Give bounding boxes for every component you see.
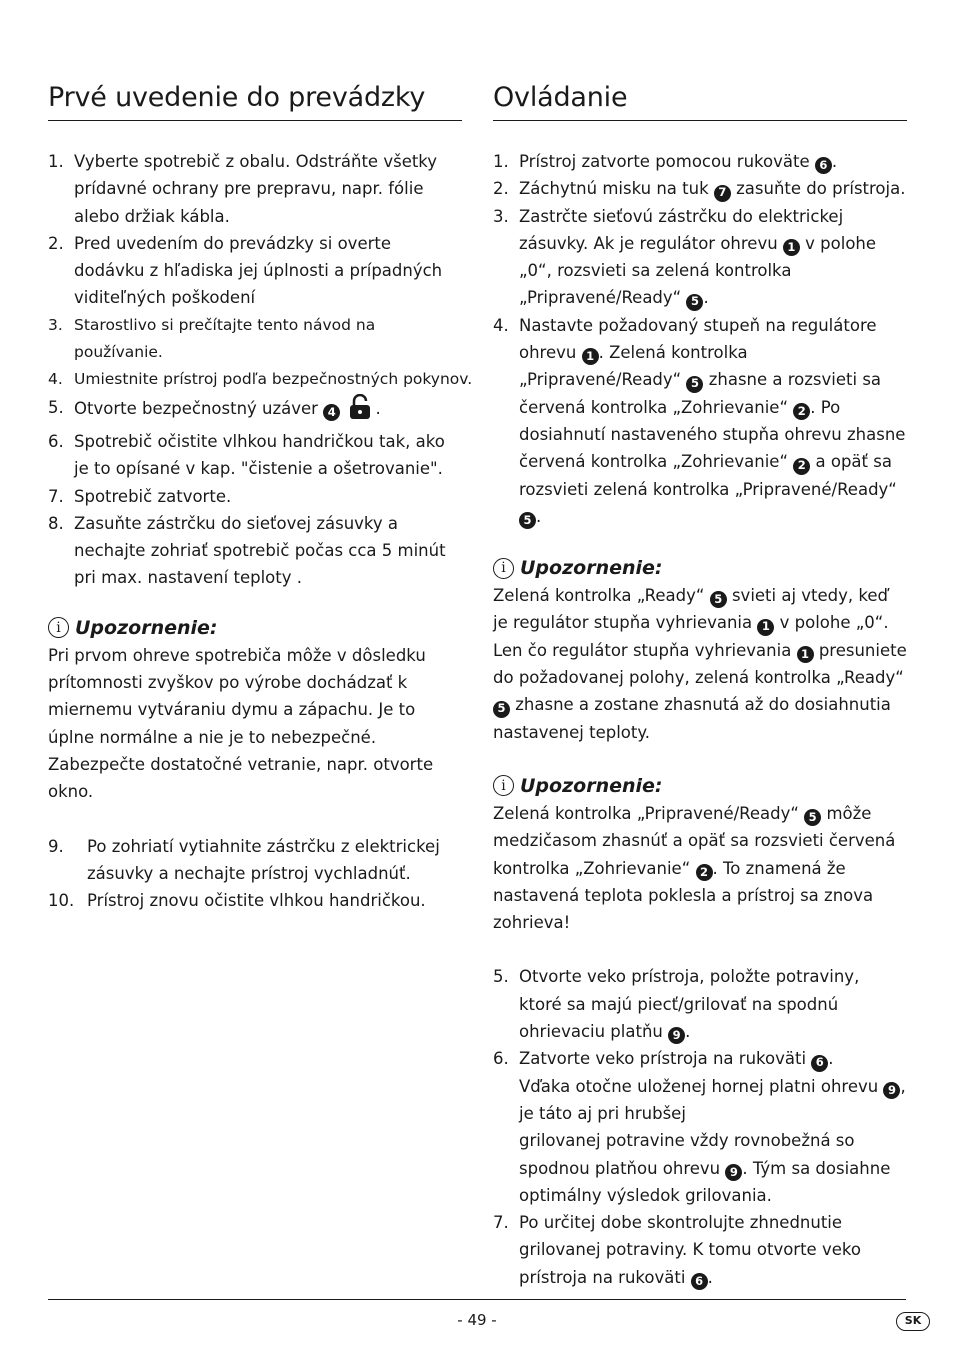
ref-number: 9 xyxy=(725,1164,742,1181)
section-title-operation: Ovládanie xyxy=(493,78,907,121)
list-item: 5. Otvorte veko prístroja, položte potraviny, ktoré sa majú piecť/grilovať na spodnú ohrievaciu platňu 9 . xyxy=(493,963,907,1045)
list-item: 1. Vyberte spotrebič z obalu. Odstráňte všetky prídavné ochrany pre prepravu, napr. fólie alebo držiak kábla. xyxy=(48,152,438,226)
info-icon: i xyxy=(493,558,514,579)
list-item: 3. Starostlivo si prečítajte tento návod na používanie. xyxy=(48,315,376,362)
list-item: 7. Po určitej dobe skontrolujte zhnednutie grilovanej potraviny. K tomu otvorte veko prístroja na rukoväti 6 . xyxy=(493,1209,907,1291)
ref-number: 6 xyxy=(815,157,832,174)
ref-number: 2 xyxy=(793,458,810,475)
footer-divider xyxy=(48,1299,906,1300)
list-item: 6. Spotrebič očistite vlhkou handričkou tak, ako je to opísané v kap. "čistenie a ošetrovanie". xyxy=(48,431,445,479)
list-item: 9. Po zohriatí vytiahnite zástrčku z elektrickej zásuvky a nechajte prístroj vychladnúť. xyxy=(48,836,440,883)
note-text: Zelená kontrolka „Ready“ 5 svieti aj vtedy, keď je regulátor stupňa vyhrievania 1 v polohe „0“. Len čo regulátor stupňa vyhrievania 1 presuniete do požadovanej polohy, zelená kontrolka „Ready“ 5 zhasne a zostane zhasnutá až do dosiahnutia nastavenej teploty. xyxy=(493,586,907,742)
ref-number: 6 xyxy=(811,1055,828,1072)
ref-number: 1 xyxy=(582,348,599,365)
info-icon: i xyxy=(48,617,69,638)
left-column xyxy=(48,78,473,914)
ref-number: 5 xyxy=(493,701,510,718)
ref-number: 4 xyxy=(323,404,340,421)
list-item: 5. Otvorte bezpečnostný uzáver 4 . xyxy=(48,394,462,428)
note-box xyxy=(48,614,462,806)
ref-number: 1 xyxy=(757,619,774,636)
list-item: 2. Záchytnú misku na tuk 7 zasuňte do prístroja. xyxy=(493,175,907,202)
list-item: 3. Zastrčte sieťovú zástrčku do elektrickej zásuvky. Ak je regulátor ohrevu 1 v polohe „0“, rozsvieti sa zelená kontrolka „Pripravené/Ready“ 5 . xyxy=(493,203,907,312)
list-item: 4. Nastavte požadovaný stupeň na regulátore ohrevu 1 . Zelená kontrolka „Pripravené/Ready“ 5 zhasne a rozsvieti sa červená kontrolka „Zohrievanie“ 2 . Po dosiahnutí nastaveného stupňa ohrevu zhasne červená kontrolka „Zohrievanie“ 2 a opäť sa rozsvieti zelená kontrolka „Pripravené/Ready“ 5 . xyxy=(493,312,907,530)
right-column xyxy=(493,78,907,1291)
ref-number: 1 xyxy=(783,239,800,256)
note-title: i Upozornenie: xyxy=(493,554,907,582)
operation-steps-continued xyxy=(493,963,907,1291)
ref-number: 5 xyxy=(686,376,703,393)
page-number: - 49 - xyxy=(457,1311,497,1329)
ref-number: 5 xyxy=(519,512,536,529)
ref-number: 9 xyxy=(883,1082,900,1099)
note-text: Pri prvom ohreve spotrebiča môže v dôsledku prítomnosti zvyškov po výrobe dochádzať k miernemu vytváraniu dymu a zápachu. Je to úplne normálne a nie je to nebezpečné. Zabezpečte dostatočné vetranie, napr. otvorte okno. xyxy=(48,645,434,802)
info-icon: i xyxy=(493,775,514,796)
list-item: 6. Zatvorte veko prístroja na rukoväti 6 . Vďaka otočne uloženej hornej platni ohrevu 9 , je táto aj pri hrubšej grilovanej potravine vždy rovnobežná so spodnou platňou ohrevu 9 . Tým sa dosiahne optimálny výsledok grilovania. xyxy=(493,1049,906,1205)
first-use-steps xyxy=(48,148,473,592)
ref-number: 5 xyxy=(804,809,821,826)
section-title-first-use: Prvé uvedenie do prevádzky xyxy=(48,78,462,121)
ref-number: 1 xyxy=(797,646,814,663)
ref-number: 7 xyxy=(714,185,731,202)
first-use-steps-continued xyxy=(48,833,462,915)
language-badge: SK xyxy=(896,1312,930,1331)
list-item: 4. Umiestnite prístroj podľa bezpečnostných pokynov. xyxy=(48,370,473,389)
ref-number: 6 xyxy=(691,1273,708,1290)
unlock-icon xyxy=(347,394,373,428)
note-box xyxy=(493,772,907,936)
ref-number: 5 xyxy=(710,591,727,608)
ref-number: 2 xyxy=(793,403,810,420)
list-item: 7. Spotrebič zatvorte. xyxy=(48,486,232,506)
list-item: 1. Prístroj zatvorte pomocou rukoväte 6 . xyxy=(493,148,907,175)
note-box xyxy=(493,554,907,746)
list-item: 10. Prístroj znovu očistite vlhkou handričkou. xyxy=(48,891,426,911)
ref-number: 2 xyxy=(696,864,713,881)
ref-number: 9 xyxy=(668,1027,685,1044)
list-item: 2. Pred uvedením do prevádzky si overte dodávku z hľadiska jej úplnosti a prípadných viditeľných poškodení xyxy=(48,233,443,308)
ref-number: 5 xyxy=(686,294,703,311)
list-item: 8. Zasuňte zástrčku do sieťovej zásuvky a nechajte zohriať spotrebič počas cca 5 minút pri max. nastavení teploty . xyxy=(48,513,446,588)
note-title: i Upozornenie: xyxy=(493,772,907,800)
note-title: i Upozornenie: xyxy=(48,614,462,642)
note-text: Zelená kontrolka „Pripravené/Ready“ 5 môže medzičasom zhasnúť a opäť sa rozsvieti červená kontrolka „Zohrievanie“ 2 . To znamená že nastavená teplota poklesla a prístroj sa znova zohrieva! xyxy=(493,803,896,933)
operation-steps xyxy=(493,148,907,530)
